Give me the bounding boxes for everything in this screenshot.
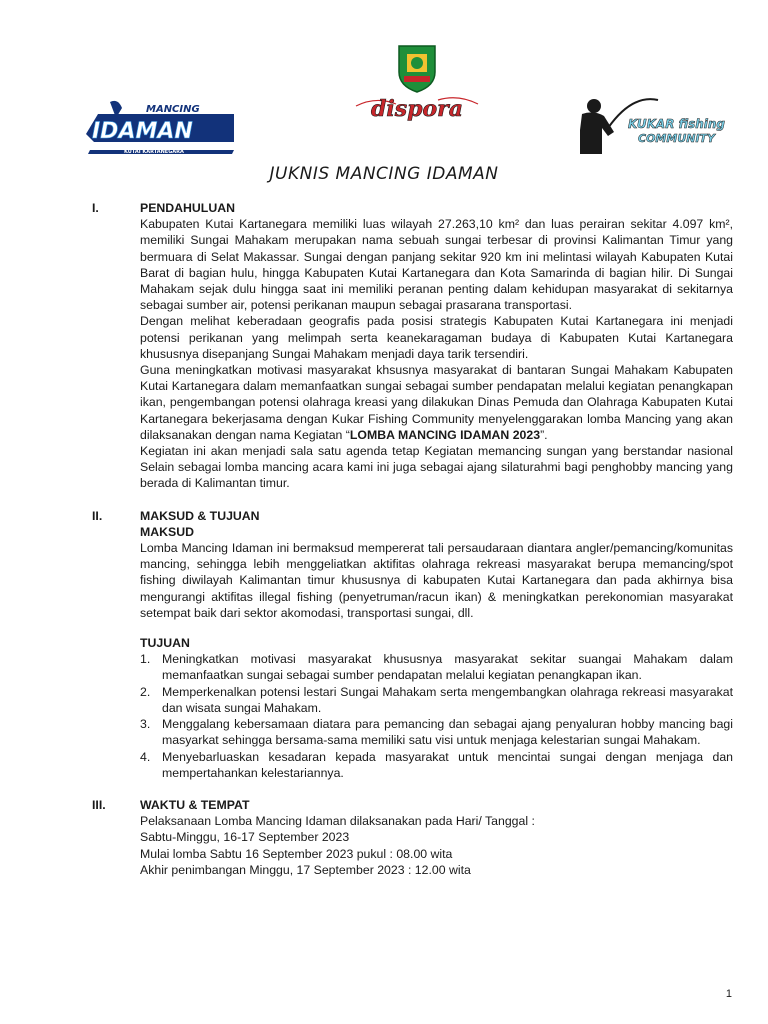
section-waktu-tempat — [92, 797, 733, 878]
list-item: 3. Menggalang kebersamaan diatara para pemancing dan sebagai ajang penyaluran hobby mancing bagi masyarkat sehingga bersama-sama memiliki satu visi untuk menjaga kelestarian sungai Mahakam. — [140, 717, 733, 748]
paragraph: Dengan melihat keberadaan geografis pada posisi strategis Kabupaten Kutai Kartanegara ini menjadi potensi perikanan yang melimpah serta keanekaragaman budaya di Kabupaten Kutai Kartanegara khususnya disepanjang Sungai Mahakam menjadi daya tarik tersendiri. — [140, 314, 733, 361]
svg-text:KUKAR fishing: KUKAR fishing — [628, 117, 725, 131]
paragraph-text: Guna meningkatkan motivasi masyarakat khsusnya masyarakat di bantaran Sungai Mahakam Kabupaten Kutai Kartanegara dalam memanfaatkan sungai sebagai sumber pendapatan melalui kegiatan penangkapan ikan, pengembangan potensi olahraga kreasi yang dilakukan Dinas Pemuda dan Olahraga Kabupaten Kutai Kartanegara bekerjasama dengan Kukar Fishing Community menyelenggarakan lomba Mancing yang akan dilaksanakan dengan nama Kegiatan — [140, 363, 733, 442]
svg-text:IDAMAN: IDAMAN — [92, 119, 193, 144]
list-item: 2. Memperkenalkan potensi lestari Sungai Mahakam serta mengembangkan olahraga rekreasi masyarakat dan wisata sungai Mahakam. — [140, 684, 733, 715]
section-title: PENDAHULUAN — [140, 201, 235, 215]
text-line: Akhir penimbangan Minggu, 17 September 2023 : 12.00 wita — [140, 862, 471, 877]
text-line: Mulai lomba Sabtu 16 September 2023 pukul : 08.00 wita — [140, 846, 453, 861]
list-item: 1. Meningkatkan motivasi masyarakat khususnya masyarakat sekitar suangai Mahakam dalam memanfaatkan sungai sebagai sumber pendapatan melalui kegiatan penangkapan ikan. — [140, 652, 733, 683]
subsection-title-maksud: MAKSUD — [140, 524, 194, 539]
text-line: Sabtu-Minggu, 16-17 September 2023 — [140, 830, 350, 845]
page-number: 1 — [725, 988, 732, 1000]
section-body — [140, 508, 733, 781]
svg-text:COMMUNITY: COMMUNITY — [638, 132, 716, 145]
section-pendahuluan — [92, 200, 733, 492]
kukar-fishing-community-logo — [572, 98, 738, 156]
section-maksud-tujuan — [92, 508, 733, 781]
quote-mark: ”. — [540, 427, 548, 442]
document-body — [92, 200, 733, 878]
paragraph — [140, 362, 733, 443]
section-body — [140, 200, 733, 492]
kutai-kartanegara-crest-icon — [399, 46, 435, 92]
section-number: II. — [92, 508, 103, 523]
mancing-idaman-logo — [84, 98, 240, 156]
list-item: 4. Menyebarluaskan kesadaran kepada masyarakat untuk mencintai sungai dengan menjaga dan mempertahankan kelestariannya. — [140, 749, 733, 780]
paragraph: Kegiatan ini akan menjadi sala satu agenda tetap Kegiatan memancing sungan yang berstandar nasional Selain sebagai lomba mancing acara kami ini juga sebagai ajang silaturahmi bagi penghobby mancing yang berada di Kalimantan timur. — [140, 444, 733, 491]
tujuan-list — [140, 651, 733, 781]
document-title: JUKNIS MANCING IDAMAN — [269, 164, 499, 184]
section-title: MAKSUD & TUJUAN — [140, 508, 260, 523]
section-number: III. — [92, 797, 106, 812]
text-line: Pelaksanaan Lomba Mancing Idaman dilaksanakan pada Hari/ Tanggal : — [140, 814, 535, 829]
section-number: I. — [92, 201, 99, 215]
quote-mark: “ — [345, 427, 350, 442]
paragraph: Kabupaten Kutai Kartanegara memiliki luas wilayah 27.263,10 km² dan luas perairan sekitar 4.097 km², memiliki Sungai Mahakam merupakan nama sebuah sungai terbesar di provinsi Kalimantan Timur yang bermuara di Selat Makassar. Sungai dengan panjang sekitar 920 km ini melintasi wilayah Kabupaten Kutai Barat di bagian hulu, hingga Kabupaten Kutai Kartanegara dan Kota Samarinda di bagian hilir. Di Sungai Mahakam sejak dulu hingga saat ini memiliki peranan penting dalam kehidupan masyarakat di sekitarnya sebagai sumber air, potensi perikanan maupun sebagai prasarana transportasi. — [140, 217, 733, 313]
svg-text:dispora: dispora — [370, 96, 464, 122]
section-body — [140, 797, 733, 878]
event-name: LOMBA MANCING IDAMAN 2023 — [349, 427, 541, 442]
section-title: WAKTU & TEMPAT — [140, 797, 250, 812]
svg-text:MANCING: MANCING — [146, 104, 200, 115]
subsection-title-tujuan: TUJUAN — [140, 636, 190, 651]
dispora-logo — [352, 44, 482, 124]
paragraph: Lomba Mancing Idaman ini bermaksud mempererat tali persaudaraan diantara angler/pemancing/komunitas mancing, sehingga lebih menggeliatkan aktifitas olahraga rekreasi masyarakat berupa memancing/spot fishing diwilayah Kalimantan timur khususnya di kabupaten Kutai Kartanegara dan pada akhirnya bisa mengurangi aktifitas illegal fishing (penyetruman/racun ikan) & meningkatkan perekonomian masyarakat setempat baik dari sektor akomodasi, transportasi sungai, dll. — [140, 541, 733, 620]
svg-text:KUTAI KARTANEGARA: KUTAI KARTANEGARA — [124, 149, 184, 155]
